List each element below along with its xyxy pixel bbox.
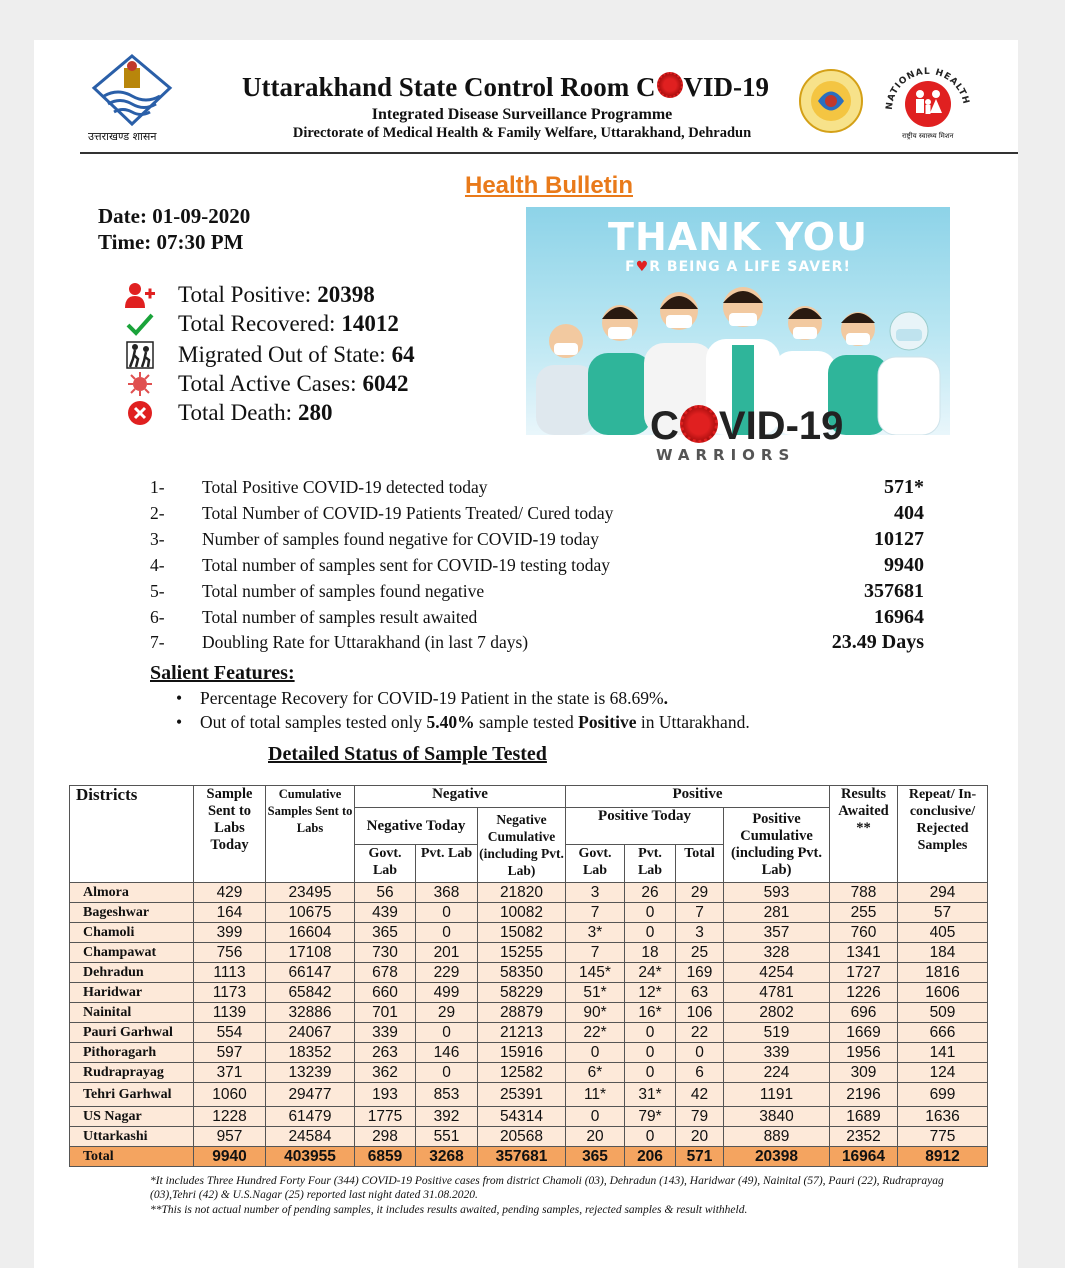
district-name: Pauri Garhwal — [70, 1023, 194, 1043]
table-cell: 0 — [625, 1127, 676, 1147]
table-cell: 18 — [625, 943, 676, 963]
table-cell: 6 — [676, 1063, 724, 1083]
table-row — [70, 883, 988, 903]
col-awaited: Results Awaited ** — [830, 786, 898, 883]
col-negative: Negative — [355, 786, 566, 808]
table-row — [70, 1083, 988, 1107]
summary-item: 4- Total number of samples sent for COVID-19 testing today 9940 — [150, 553, 924, 576]
table-cell: 571 — [676, 1147, 724, 1167]
table-cell: 760 — [830, 923, 898, 943]
table-cell: 90* — [566, 1003, 625, 1023]
covid-virus-icon — [680, 405, 718, 443]
table-cell: 509 — [898, 1003, 988, 1023]
table-cell: 7 — [676, 903, 724, 923]
table-cell: 20 — [566, 1127, 625, 1147]
table-cell: 678 — [355, 963, 416, 983]
table-cell: 1228 — [194, 1107, 266, 1127]
table-cell: 429 — [194, 883, 266, 903]
summary-item: 5- Total number of samples found negative 357681 — [150, 579, 924, 602]
table-cell: 357681 — [478, 1147, 566, 1167]
summary-item: 6- Total number of samples result awaited 16964 — [150, 605, 924, 628]
table-cell: 24* — [625, 963, 676, 983]
table-cell: 25391 — [478, 1083, 566, 1107]
table-cell: 184 — [898, 943, 988, 963]
table-cell: 660 — [355, 983, 416, 1003]
table-cell: 66147 — [266, 963, 355, 983]
table-cell: 1669 — [830, 1023, 898, 1043]
table-cell: 0 — [416, 1063, 478, 1083]
table-row — [70, 943, 988, 963]
table-cell: 1775 — [355, 1107, 416, 1127]
table-cell: 298 — [355, 1127, 416, 1147]
stat-total-recovered: Total Recovered: 14012 — [124, 309, 399, 339]
table-cell: 701 — [355, 1003, 416, 1023]
table-cell: 24584 — [266, 1127, 355, 1147]
table-cell: 593 — [724, 883, 830, 903]
table-cell: 368 — [416, 883, 478, 903]
table-cell: 309 — [830, 1063, 898, 1083]
table-cell: 0 — [676, 1043, 724, 1063]
table-cell: 28879 — [478, 1003, 566, 1023]
table-cell: 12582 — [478, 1063, 566, 1083]
sample-status-table — [69, 785, 988, 1167]
table-cell: 32886 — [266, 1003, 355, 1023]
table-cell: 145* — [566, 963, 625, 983]
table-cell: 1173 — [194, 983, 266, 1003]
table-cell: 365 — [566, 1147, 625, 1167]
table-cell: 0 — [625, 903, 676, 923]
stat-death: Total Death: 280 — [124, 398, 333, 428]
stat-active: Total Active Cases: 6042 — [124, 369, 409, 399]
table-cell: 403955 — [266, 1147, 355, 1167]
table-cell: 16* — [625, 1003, 676, 1023]
table-cell: 10675 — [266, 903, 355, 923]
table-cell: 551 — [416, 1127, 478, 1147]
check-icon — [124, 310, 156, 338]
bulletin-time: Time: 07:30 PM — [98, 230, 244, 254]
table-cell: 61479 — [266, 1107, 355, 1127]
table-cell: 339 — [355, 1023, 416, 1043]
table-cell: 13239 — [266, 1063, 355, 1083]
district-name: Almora — [70, 883, 194, 903]
table-cell: 788 — [830, 883, 898, 903]
col-pos-today: Positive Today — [566, 808, 724, 845]
summary-item: 2- Total Number of COVID-19 Patients Treated/ Cured today 404 — [150, 501, 924, 524]
table-body — [70, 883, 988, 1167]
table-cell: 56 — [355, 883, 416, 903]
table-cell: 328 — [724, 943, 830, 963]
salient-bullet: • Out of total samples tested only 5.40% sample tested Positive in Uttarakhand. — [200, 712, 750, 733]
table-cell: 7 — [566, 903, 625, 923]
table-cell: 362 — [355, 1063, 416, 1083]
table-cell: 0 — [566, 1107, 625, 1127]
table-cell: 0 — [416, 903, 478, 923]
col-sample-sent: Sample Sent to Labs Today — [194, 786, 266, 883]
table-cell: 2196 — [830, 1083, 898, 1107]
table-cell: 3 — [566, 883, 625, 903]
table-cell: 16604 — [266, 923, 355, 943]
table-cell: 519 — [724, 1023, 830, 1043]
table-cell: 17108 — [266, 943, 355, 963]
col-neg-cum: Negative Cumulative (including Pvt. Lab) — [478, 808, 566, 883]
col-positive: Positive — [566, 786, 830, 808]
col-neg-pvt-lab: Pvt. Lab — [416, 845, 478, 883]
table-cell: 169 — [676, 963, 724, 983]
district-name: Dehradun — [70, 963, 194, 983]
table-cell: 0 — [566, 1043, 625, 1063]
table-cell: 65842 — [266, 983, 355, 1003]
table-row — [70, 963, 988, 983]
table-cell: 357 — [724, 923, 830, 943]
thank-you-banner — [526, 207, 950, 435]
heart-icon: ♥ — [635, 259, 650, 275]
stat-total-positive: Total Positive: 20398 — [124, 280, 375, 310]
table-cell: 365 — [355, 923, 416, 943]
table-cell: 0 — [416, 923, 478, 943]
bulletin-page — [34, 40, 1018, 1268]
programme-subtitle: Integrated Disease Surveillance Programme — [371, 106, 673, 123]
col-pos-pvt-lab: Pvt. Lab — [625, 845, 676, 883]
table-cell: 21820 — [478, 883, 566, 903]
col-pos-total: Total — [676, 845, 724, 883]
table-cell: 756 — [194, 943, 266, 963]
table-row — [70, 903, 988, 923]
table-cell: 1636 — [898, 1107, 988, 1127]
table-cell: 12* — [625, 983, 676, 1003]
col-pos-govt-lab: Govt. Lab — [566, 845, 625, 883]
district-name: Champawat — [70, 943, 194, 963]
table-cell: 1226 — [830, 983, 898, 1003]
table-cell: 392 — [416, 1107, 478, 1127]
table-cell: 405 — [898, 923, 988, 943]
table-cell: 7 — [566, 943, 625, 963]
table-cell: 1956 — [830, 1043, 898, 1063]
table-cell: 853 — [416, 1083, 478, 1107]
table-cell: 0 — [625, 923, 676, 943]
table-cell: 554 — [194, 1023, 266, 1043]
table-cell: 1191 — [724, 1083, 830, 1107]
table-row — [70, 983, 988, 1003]
table-cell: 146 — [416, 1043, 478, 1063]
table-cell: 775 — [898, 1127, 988, 1147]
idsp-logo-icon — [798, 68, 864, 134]
covid-warriors-logo: C VID-19 — [650, 404, 844, 448]
table-cell: 597 — [194, 1043, 266, 1063]
table-cell: 8912 — [898, 1147, 988, 1167]
migration-icon — [124, 341, 156, 369]
col-neg-govt-lab: Govt. Lab — [355, 845, 416, 883]
govt-label: उत्तराखण्ड शासन — [88, 130, 157, 143]
salient-bullet: • Percentage Recovery for COVID-19 Patient in the state is 68.69%. — [200, 688, 668, 709]
warriors-label: WARRIORS — [656, 446, 796, 464]
table-cell: 0 — [625, 1023, 676, 1043]
footnote-1: *It includes Three Hundred Forty Four (344) COVID-19 Positive cases from district Chamoli (03), Dehradun (143), Haridwar (49), Nainital (57), Pauri (22), Rudraprayag (03),Tehri (42) & U.S.Nagar (25) reported last night dated 31.08.2020. — [150, 1175, 944, 1201]
table-cell: 57 — [898, 903, 988, 923]
table-cell: 0 — [416, 1023, 478, 1043]
district-name: Chamoli — [70, 923, 194, 943]
uttarakhand-emblem-icon — [90, 52, 174, 132]
person-plus-icon — [124, 281, 156, 309]
table-cell: 42 — [676, 1083, 724, 1107]
banner-title: THANK YOU — [608, 215, 868, 259]
table-row — [70, 1127, 988, 1147]
summary-item: 7- Doubling Rate for Uttarakhand (in last 7 days) 23.49 Days — [150, 630, 924, 653]
table-cell: 22 — [676, 1023, 724, 1043]
salient-heading: Salient Features: — [150, 662, 295, 684]
table-cell: 499 — [416, 983, 478, 1003]
table-cell: 1689 — [830, 1107, 898, 1127]
district-name: Haridwar — [70, 983, 194, 1003]
district-name: Nainital — [70, 1003, 194, 1023]
table-cell: 79 — [676, 1107, 724, 1127]
table-cell: 10082 — [478, 903, 566, 923]
table-cell: 29 — [676, 883, 724, 903]
table-cell: 58350 — [478, 963, 566, 983]
table-cell: 141 — [898, 1043, 988, 1063]
table-cell: 263 — [355, 1043, 416, 1063]
table-cell: 0 — [625, 1063, 676, 1083]
table-cell: 15255 — [478, 943, 566, 963]
stat-migrated: Migrated Out of State: 64 — [124, 340, 415, 370]
table-cell: 666 — [898, 1023, 988, 1043]
table-cell: 206 — [625, 1147, 676, 1167]
table-cell: 255 — [830, 903, 898, 923]
table-row — [70, 1107, 988, 1127]
table-cell: 20 — [676, 1127, 724, 1147]
virus-icon — [124, 370, 156, 398]
footnote-2: **This is not actual number of pending samples, it includes results awaited, pending samples, rejected samples & result withheld. — [150, 1204, 748, 1216]
table-cell: 699 — [898, 1083, 988, 1107]
table-cell: 696 — [830, 1003, 898, 1023]
table-row — [70, 923, 988, 943]
table-cell: 371 — [194, 1063, 266, 1083]
table-cell: 26 — [625, 883, 676, 903]
table-cell: 224 — [724, 1063, 830, 1083]
district-name: Uttarkashi — [70, 1127, 194, 1147]
table-row — [70, 1023, 988, 1043]
table-cell: 106 — [676, 1003, 724, 1023]
table-cell: 1060 — [194, 1083, 266, 1107]
table-cell: 730 — [355, 943, 416, 963]
table-cell: 31* — [625, 1083, 676, 1107]
table-cell: 3 — [676, 923, 724, 943]
table-cell: 21213 — [478, 1023, 566, 1043]
table-cell: 439 — [355, 903, 416, 923]
table-cell: 201 — [416, 943, 478, 963]
table-cell: 29 — [416, 1003, 478, 1023]
table-cell: 1606 — [898, 983, 988, 1003]
table-cell: 4254 — [724, 963, 830, 983]
table-cell: 9940 — [194, 1147, 266, 1167]
directorate-subtitle: Directorate of Medical Health & Family Welfare, Uttarakhand, Dehradun — [292, 125, 752, 141]
page-title: Uttarakhand State Control Room C VID-19 — [242, 72, 770, 102]
table-cell: 1113 — [194, 963, 266, 983]
table-cell: 58229 — [478, 983, 566, 1003]
table-cell: 294 — [898, 883, 988, 903]
table-cell: 3268 — [416, 1147, 478, 1167]
table-cell: 4781 — [724, 983, 830, 1003]
table-cell: 1139 — [194, 1003, 266, 1023]
table-cell: 889 — [724, 1127, 830, 1147]
table-cell: 6859 — [355, 1147, 416, 1167]
table-cell: 3* — [566, 923, 625, 943]
table-cell: 281 — [724, 903, 830, 923]
table-row — [70, 1043, 988, 1063]
table-cell: 16964 — [830, 1147, 898, 1167]
table-cell: 20398 — [724, 1147, 830, 1167]
table-cell: 0 — [625, 1043, 676, 1063]
table-row — [70, 1003, 988, 1023]
district-name: Rudraprayag — [70, 1063, 194, 1083]
covid-virus-icon — [657, 72, 683, 98]
header-divider — [80, 152, 1018, 154]
col-neg-today: Negative Today — [355, 808, 478, 845]
table-cell: 24067 — [266, 1023, 355, 1043]
nhm-hindi-label: राष्ट्रीय स्वास्थ्य मिशन — [902, 132, 954, 140]
table-cell: 6* — [566, 1063, 625, 1083]
table-cell: 193 — [355, 1083, 416, 1107]
table-cell: 25 — [676, 943, 724, 963]
banner-subtitle: F♥R BEING A LIFE SAVER! — [625, 259, 851, 275]
district-name: Pithoragarh — [70, 1043, 194, 1063]
table-cell: 1341 — [830, 943, 898, 963]
table-cell: 957 — [194, 1127, 266, 1147]
table-cell: 11* — [566, 1083, 625, 1107]
table-cell: 15916 — [478, 1043, 566, 1063]
col-cumulative: Cumulative Samples Sent to Labs — [266, 786, 355, 883]
table-cell: 399 — [194, 923, 266, 943]
table-cell: 51* — [566, 983, 625, 1003]
table-cell: 1816 — [898, 963, 988, 983]
table-cell: 164 — [194, 903, 266, 923]
table-cell: 23495 — [266, 883, 355, 903]
table-cell: 63 — [676, 983, 724, 1003]
district-name: Total — [70, 1147, 194, 1167]
table-cell: 339 — [724, 1043, 830, 1063]
table-cell: 20568 — [478, 1127, 566, 1147]
col-repeat: Repeat/ In-conclusive/ Rejected Samples — [898, 786, 988, 883]
table-cell: 2352 — [830, 1127, 898, 1147]
table-cell: 2802 — [724, 1003, 830, 1023]
district-name: US Nagar — [70, 1107, 194, 1127]
table-cell: 229 — [416, 963, 478, 983]
summary-item: 1- Total Positive COVID-19 detected today 571* — [150, 475, 924, 498]
summary-item: 3- Number of samples found negative for COVID-19 today 10127 — [150, 527, 924, 550]
x-circle-icon — [124, 399, 156, 427]
district-name: Bageshwar — [70, 903, 194, 923]
col-pos-cum: Positive Cumulative (including Pvt. Lab) — [724, 808, 830, 883]
col-districts: Districts — [70, 786, 194, 883]
bulletin-title: Health Bulletin — [464, 172, 633, 199]
table-cell: 29477 — [266, 1083, 355, 1107]
detail-heading: Detailed Status of Sample Tested — [268, 743, 547, 765]
district-name: Tehri Garhwal — [70, 1083, 194, 1107]
table-total-row — [70, 1147, 988, 1167]
table-cell: 18352 — [266, 1043, 355, 1063]
table-cell: 15082 — [478, 923, 566, 943]
table-cell: 1727 — [830, 963, 898, 983]
table-cell: 3840 — [724, 1107, 830, 1127]
table-cell: 124 — [898, 1063, 988, 1083]
table-cell: 22* — [566, 1023, 625, 1043]
svg-text:NATIONAL HEALTH MISSION: NATIONAL HEALTH — [884, 66, 971, 111]
table-row — [70, 1063, 988, 1083]
table-cell: 54314 — [478, 1107, 566, 1127]
bulletin-date: Date: 01-09-2020 — [98, 204, 251, 228]
table-cell: 79* — [625, 1107, 676, 1127]
